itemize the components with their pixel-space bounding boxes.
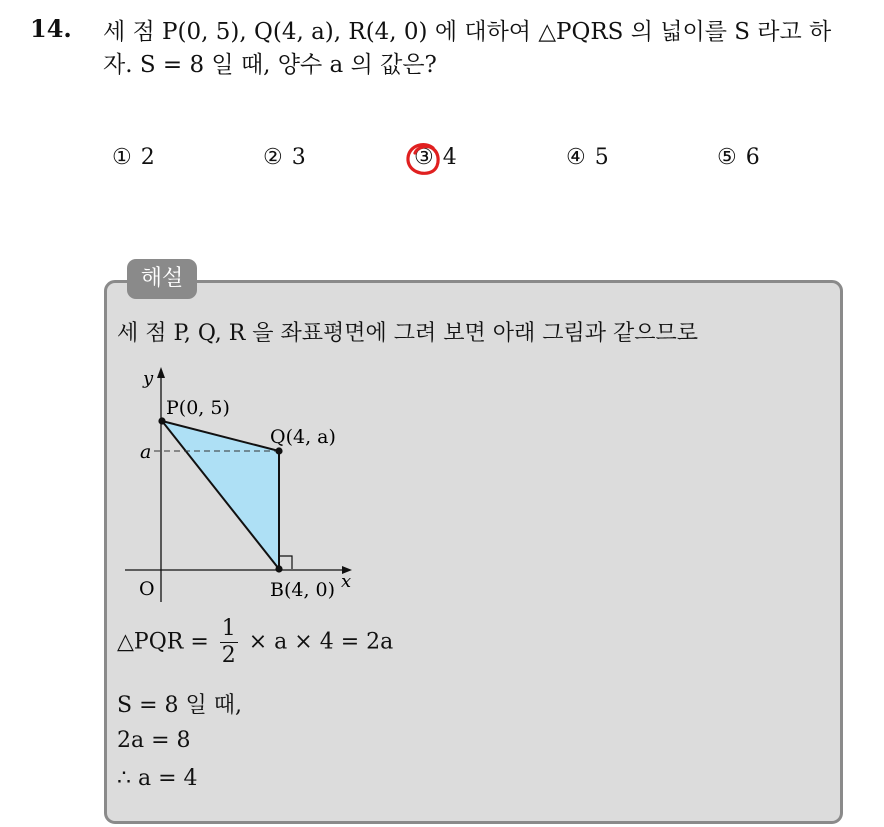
equation-area xyxy=(117,616,393,669)
point-b-label: B(4, 0) xyxy=(270,579,336,601)
solution-label: 해설 xyxy=(127,259,197,299)
choice-4[interactable] xyxy=(566,145,609,170)
coordinate-figure xyxy=(120,362,380,607)
choice-2[interactable] xyxy=(263,145,306,170)
choice-4-value: 5 xyxy=(594,145,609,170)
choice-4-number: ④ xyxy=(566,145,586,170)
y-axis-label: y xyxy=(143,368,154,389)
choice-5-number: ⑤ xyxy=(717,145,737,170)
choice-3-number: ③ xyxy=(414,145,434,170)
equation-answer: ∴ a = 4 xyxy=(117,766,198,791)
solution-intro: 세 점 P, Q, R 을 좌표평면에 그려 보면 아래 그림과 같으므로 xyxy=(117,321,699,346)
equation-area-rhs: × a × 4 = 2a xyxy=(248,629,394,655)
point-q xyxy=(275,447,282,454)
choice-1-number: ① xyxy=(112,145,132,170)
choice-3-value: 4 xyxy=(442,145,457,170)
equation-solve: 2a = 8 xyxy=(117,728,191,753)
answer-circle-mark xyxy=(403,139,443,179)
fraction-one-half xyxy=(220,616,238,669)
question-number: 14. xyxy=(30,14,72,43)
choice-5[interactable] xyxy=(717,145,760,170)
equation-condition: S = 8 일 때, xyxy=(117,693,242,718)
choice-2-value: 3 xyxy=(291,145,306,170)
a-tick-label: a xyxy=(140,441,152,463)
question-text xyxy=(103,16,863,82)
choice-1-value: 2 xyxy=(140,145,155,170)
point-q-label: Q(4, a) xyxy=(270,426,336,448)
point-p xyxy=(158,417,165,424)
choice-2-number: ② xyxy=(263,145,283,170)
point-b xyxy=(275,565,282,572)
question-line-1: 세 점 P(0, 5), Q(4, a), R(4, 0) 에 대하여 △PQRS 의 넓이를 S 라고 하 xyxy=(103,19,832,45)
triangle-pqr xyxy=(162,421,279,569)
x-axis-label: x xyxy=(341,571,352,592)
fraction-denominator: 2 xyxy=(221,643,236,668)
choice-5-value: 6 xyxy=(745,145,760,170)
point-p-label: P(0, 5) xyxy=(166,397,230,419)
y-axis-arrow xyxy=(157,367,165,378)
origin-label: O xyxy=(139,578,155,600)
fraction-numerator: 1 xyxy=(221,616,236,641)
question-line-2: 자. S = 8 일 때, 양수 a 의 값은? xyxy=(103,52,437,78)
choice-1[interactable] xyxy=(112,145,155,170)
equation-area-lhs: △PQR = xyxy=(117,629,209,655)
